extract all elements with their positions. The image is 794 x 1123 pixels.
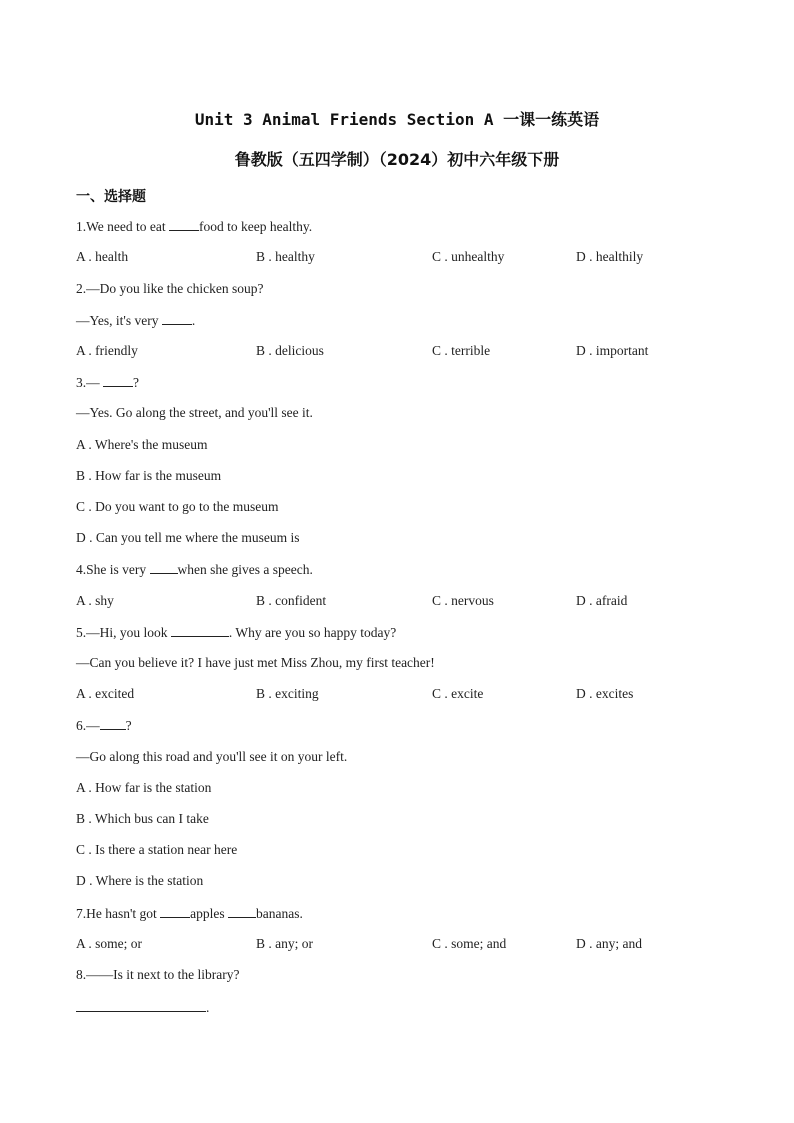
q4-stem-part: 4.She is very (76, 562, 150, 577)
q1-option-d: D . healthily (576, 249, 644, 264)
question-2-stem: 2.—Do you like the chicken soup? (76, 281, 264, 296)
q2-option-d: D . important (576, 343, 649, 358)
q6-option-d: D . Where is the station (76, 873, 204, 888)
answer-blank (103, 374, 133, 387)
q7-stem-part: 7.He hasn't got (76, 906, 161, 921)
answer-blank (171, 624, 229, 637)
answer-blank (150, 561, 178, 574)
q5-option-c: C . excite (432, 686, 484, 701)
question-5-reply: —Can you believe it? I have just met Miss Zhou, my first teacher! (76, 655, 435, 670)
question-8-reply (76, 999, 209, 1016)
q6-option-c: C . Is there a station near here (76, 842, 238, 857)
q4-option-b: B . confident (256, 593, 327, 608)
question-6-stem (76, 717, 132, 734)
q1-option-b: B . healthy (256, 249, 315, 264)
q1-option-c: C . unhealthy (432, 249, 505, 264)
answer-blank (100, 717, 126, 730)
q3-option-a: A . Where's the museum (76, 437, 208, 452)
question-8-stem: 8.——Is it next to the library? (76, 967, 240, 982)
question-3-reply: —Yes. Go along the street, and you'll see it. (76, 405, 313, 420)
q5-option-a: A . excited (76, 686, 135, 701)
q8-reply-end: . (206, 1000, 210, 1015)
section-heading: 一、选择题 (76, 189, 146, 205)
q3-option-c: C . Do you want to go to the museum (76, 499, 279, 514)
q3-option-b: B . How far is the museum (76, 468, 222, 483)
answer-blank (169, 218, 199, 231)
q6-option-b: B . Which bus can I take (76, 811, 209, 826)
q5-stem-part: 5.—Hi, you look (76, 625, 171, 640)
q7-option-c: C . some; and (432, 936, 507, 951)
q4-option-d: D . afraid (576, 593, 628, 608)
question-2-reply (76, 312, 195, 329)
answer-blank (228, 905, 256, 918)
document-subtitle: 鲁教版（五四学制）（2024）初中六年级下册 (234, 150, 560, 169)
question-1-stem (76, 218, 312, 235)
q7-option-b: B . any; or (256, 936, 313, 951)
q6-stem-part: 6.— (76, 718, 100, 733)
q7-stem-part: bananas. (256, 906, 303, 921)
q7-option-a: A . some; or (76, 936, 142, 951)
q1-stem-part: 1.We need to eat (76, 219, 169, 234)
document-title: Unit 3 Animal Friends Section A 一课一练英语 (194, 110, 600, 129)
question-3-stem (76, 374, 139, 391)
question-4-stem (76, 561, 313, 578)
question-7-stem (76, 905, 303, 922)
question-6-reply: —Go along this road and you'll see it on your left. (76, 749, 348, 764)
q4-option-a: A . shy (76, 593, 114, 608)
q3-stem-part: ? (133, 375, 139, 390)
q2-reply-part: —Yes, it's very (76, 313, 162, 328)
q4-stem-part: when she gives a speech. (177, 562, 313, 577)
answer-blank (104, 999, 206, 1012)
question-5-stem (76, 624, 396, 641)
q3-stem-part: 3.— (76, 375, 103, 390)
answer-blank (76, 999, 104, 1012)
q1-option-a: A . health (76, 249, 129, 264)
q1-stem-part: food to keep healthy. (199, 219, 313, 234)
q5-option-d: D . excites (576, 686, 634, 701)
q3-option-d: D . Can you tell me where the museum is (76, 530, 300, 545)
q6-option-a: A . How far is the station (76, 780, 212, 795)
q5-option-b: B . exciting (256, 686, 319, 701)
q4-option-c: C . nervous (432, 593, 494, 608)
q2-option-b: B . delicious (256, 343, 324, 358)
answer-blank (162, 312, 192, 325)
q5-stem-part: . Why are you so happy today? (228, 625, 397, 640)
q7-stem-part: apples (190, 906, 229, 921)
answer-blank (160, 905, 190, 918)
q6-stem-part: ? (125, 718, 132, 733)
q2-reply-part: . (191, 313, 196, 328)
q2-option-c: C . terrible (432, 343, 491, 358)
q7-option-d: D . any; and (576, 936, 642, 951)
q2-option-a: A . friendly (76, 343, 138, 358)
